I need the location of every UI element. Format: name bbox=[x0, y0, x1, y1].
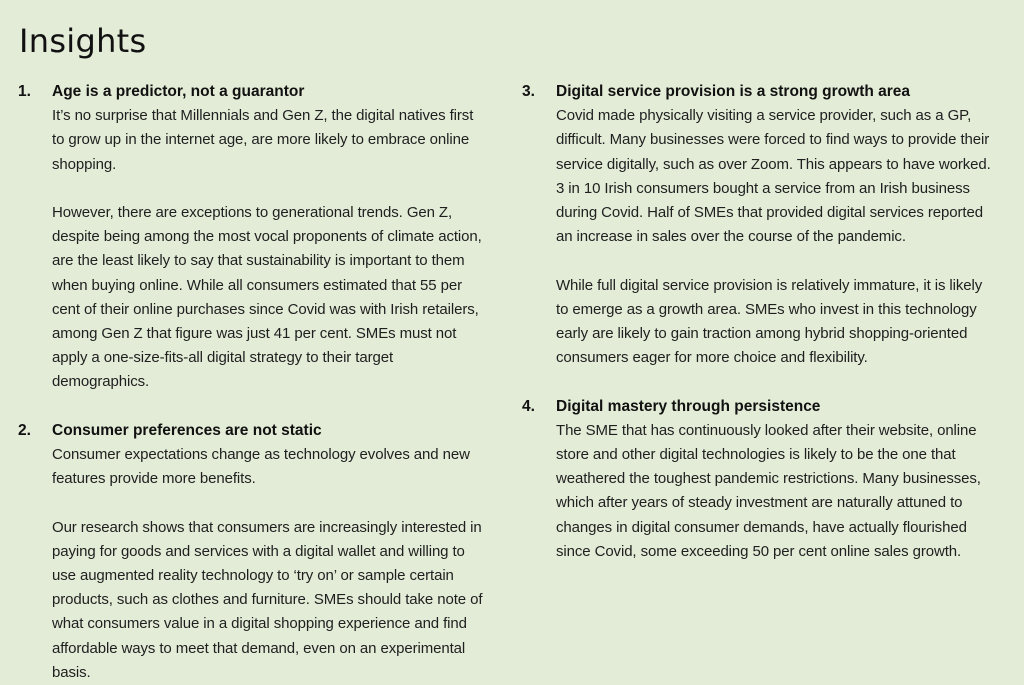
left-column bbox=[18, 80, 488, 685]
insight-heading: Digital service provision is a strong growth area bbox=[556, 83, 911, 100]
insight-paragraph: Our research shows that consumers are increasingly interested in paying for goods and services with a digital wallet and willing to use augmented reality technology to ‘try on’ or sample certain products, such as clothes and furniture. SMEs should take note of what consumers value in a digital shopping experience and find affordable ways to meet that demand, even on an experimental basis. bbox=[52, 518, 483, 681]
insight-number: 1. bbox=[18, 83, 31, 100]
insight-paragraph: Covid made physically visiting a service provider, such as a GP, difficult. Many businesses were forced to find ways to provide their service digitally, such as over Zoom. This appears to have worked. 3 in 10 Irish consumers bought a service from an Irish business during Covid. Half of SMEs that provided digital services reported an increase in sales over the course of the pandemic. bbox=[556, 107, 991, 246]
insight-number: 3. bbox=[522, 83, 535, 100]
insight-item bbox=[522, 80, 992, 370]
insight-heading: Consumer preferences are not static bbox=[52, 421, 322, 439]
insight-paragraph: Consumer expectations change as technology evolves and new features provide more benefits. bbox=[52, 446, 470, 488]
insight-number: 2. bbox=[18, 421, 31, 439]
insight-item bbox=[18, 80, 488, 395]
insight-number: 4. bbox=[522, 397, 535, 415]
right-column bbox=[522, 80, 992, 564]
insight-heading: Digital mastery through persistence bbox=[556, 397, 821, 415]
insight-item bbox=[18, 419, 488, 685]
insight-paragraph: The SME that has continuously looked after their website, online store and other digital technologies is likely to be the one that weathered the toughest pandemic restrictions. Many businesses, which after years of steady investment are naturally attuned to changes in digital consumer demands, have actually flourished since Covid, some exceeding 50 per cent online sales growth. bbox=[556, 421, 981, 560]
insight-paragraph: While full digital service provision is relatively immature, it is likely to emerge as a growth area. SMEs who invest in this technology early are likely to gain traction among hybrid shopping-oriented consumers eager for more choice and flexibility. bbox=[556, 276, 983, 367]
insight-paragraph: However, there are exceptions to generational trends. Gen Z, despite being among the most vocal proponents of climate action, are the least likely to say that sustainability is important to them when buying online. While all consumers estimated that 55 per cent of their online purchases since Covid was with Irish retailers, among Gen Z that figure was just 41 per cent. SMEs must not apply a one-size-fits-all digital strategy to their target demographics. bbox=[52, 204, 482, 391]
page-title: Insights bbox=[19, 22, 147, 60]
insight-item bbox=[522, 395, 992, 564]
insight-heading: Age is a predictor, not a guarantor bbox=[52, 83, 305, 100]
insight-paragraph: It’s no surprise that Millennials and Gen Z, the digital natives first to grow up in the internet age, are more likely to embrace online shopping. bbox=[52, 107, 474, 173]
